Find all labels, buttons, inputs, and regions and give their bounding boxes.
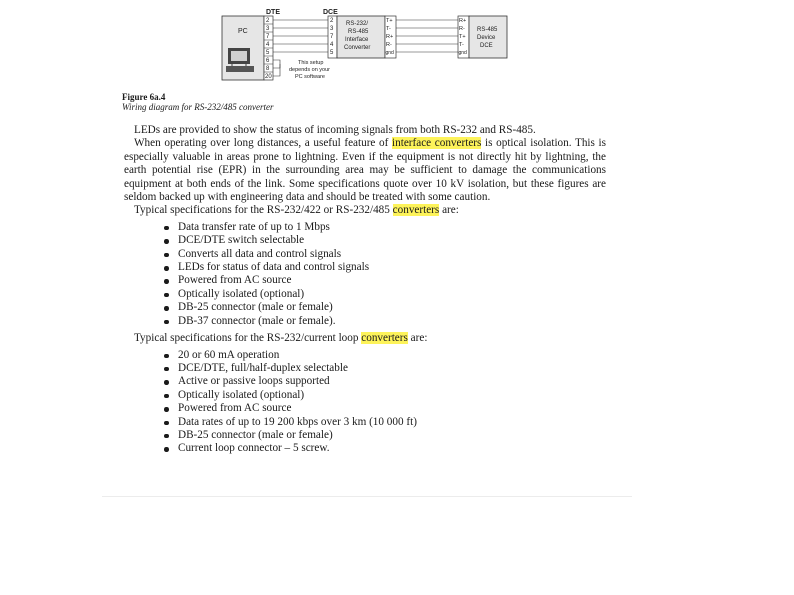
setup-note-line2: depends on your xyxy=(289,67,330,73)
svg-text:7: 7 xyxy=(266,34,270,40)
bullet-icon xyxy=(164,394,169,399)
svg-text:RS-232/: RS-232/ xyxy=(346,21,369,27)
svg-text:DCE: DCE xyxy=(480,43,493,49)
bullet-icon xyxy=(164,367,169,372)
svg-text:20: 20 xyxy=(265,74,272,80)
dte-label: DTE xyxy=(266,9,280,16)
svg-text:8: 8 xyxy=(266,66,270,72)
list-item: Optically isolated (optional) xyxy=(164,389,606,402)
highlight-converters: converters xyxy=(392,204,440,217)
list-item: Optically isolated (optional) xyxy=(164,288,606,301)
svg-text:Device: Device xyxy=(477,35,496,41)
svg-text:T-: T- xyxy=(459,42,464,48)
setup-note-line1: This setup xyxy=(298,60,324,66)
bullet-icon xyxy=(164,226,169,231)
paragraph-specs-intro-current-loop: Typical specifications for the RS-232/current loop converters are: xyxy=(134,332,428,345)
list-item: DB-25 connector (male or female) xyxy=(164,301,606,314)
svg-text:gnd: gnd xyxy=(385,50,394,56)
bullet-icon xyxy=(164,447,169,452)
list-item: DCE/DTE, full/half-duplex selectable xyxy=(164,362,606,375)
svg-text:R-: R- xyxy=(386,42,392,48)
list-item: 20 or 60 mA operation xyxy=(164,349,606,362)
bullet-icon xyxy=(164,306,169,311)
bullet-icon xyxy=(164,266,169,271)
list-item: Active or passive loops supported xyxy=(164,375,606,388)
spec-list-485 xyxy=(124,221,606,328)
list-item: Powered from AC source xyxy=(164,402,606,415)
dce-label: DCE xyxy=(323,9,338,16)
paragraph-specs-intro-485: Typical specifications for the RS-232/422 or RS-232/485 converters are: xyxy=(134,204,459,217)
svg-text:3: 3 xyxy=(266,26,270,32)
bullet-icon xyxy=(164,380,169,385)
spec-list-current-loop xyxy=(124,349,606,456)
keyboard-icon xyxy=(226,66,254,72)
list-item: DB-25 connector (male or female) xyxy=(164,429,606,442)
svg-text:RS-485: RS-485 xyxy=(477,27,498,33)
list-item: Converts all data and control signals xyxy=(164,248,606,261)
bullet-icon xyxy=(164,434,169,439)
svg-text:5: 5 xyxy=(266,50,270,56)
svg-text:R+: R+ xyxy=(386,34,394,40)
list-item: DB-37 connector (male or female). xyxy=(164,315,606,328)
paragraph-isolation: When operating over long distances, a useful feature of interface converters is optical isolation. This is especially valuable in areas prone to lightning. Even if the equipment is not directly hit by lightning, the earth potential rise (EPR) in the surrounding area may be sufficient to damage the communications equipment at both ends of the link. Some specifications quote over 10 kV isolation, but these figures are seldom backed up with engineering data and should be treated with some caution. xyxy=(124,137,606,204)
svg-text:T+: T+ xyxy=(386,18,393,24)
svg-text:gnd: gnd xyxy=(458,50,467,56)
paragraph-leds: LEDs are provided to show the status of incoming signals from both RS-232 and RS-485. xyxy=(134,124,536,136)
rs485-wires xyxy=(396,20,458,52)
svg-text:4: 4 xyxy=(330,42,334,48)
figure-label: Figure 6a.4 xyxy=(122,92,166,102)
svg-text:5: 5 xyxy=(330,50,334,56)
body-text xyxy=(124,124,606,460)
highlight-interface-converters: interface converters xyxy=(392,137,482,150)
list-item: LEDs for status of data and control signals xyxy=(164,261,606,274)
svg-text:T+: T+ xyxy=(459,34,466,40)
bullet-icon xyxy=(164,320,169,325)
wiring-diagram xyxy=(218,4,518,84)
bullet-icon xyxy=(164,354,169,359)
svg-text:R+: R+ xyxy=(459,18,467,24)
list-item: Powered from AC source xyxy=(164,274,606,287)
bullet-icon xyxy=(164,421,169,426)
bullet-icon xyxy=(164,279,169,284)
list-item: Current loop connector – 5 screw. xyxy=(164,442,606,455)
svg-text:Interface: Interface xyxy=(345,37,369,43)
pc-label: PC xyxy=(238,28,248,35)
bullet-icon xyxy=(164,239,169,244)
svg-text:2: 2 xyxy=(266,18,270,24)
svg-text:2: 2 xyxy=(330,18,334,24)
svg-text:4: 4 xyxy=(266,42,270,48)
list-item: Data rates of up to 19 200 kbps over 3 km (10 000 ft) xyxy=(164,416,606,429)
list-item: DCE/DTE switch selectable xyxy=(164,234,606,247)
list-item: Data transfer rate of up to 1 Mbps xyxy=(164,221,606,234)
svg-text:7: 7 xyxy=(330,34,334,40)
svg-text:6: 6 xyxy=(266,58,270,64)
bullet-icon xyxy=(164,293,169,298)
svg-text:RS-485: RS-485 xyxy=(348,29,369,35)
svg-text:T-: T- xyxy=(386,26,391,32)
bullet-icon xyxy=(164,253,169,258)
page-divider xyxy=(102,496,632,497)
bullet-icon xyxy=(164,407,169,412)
svg-text:3: 3 xyxy=(330,26,334,32)
figure-caption: Wiring diagram for RS-232/485 converter xyxy=(122,102,274,112)
svg-text:R-: R- xyxy=(459,26,465,32)
highlight-converters-2: converters xyxy=(361,332,408,345)
setup-note-line3: PC software xyxy=(295,74,325,80)
svg-text:Converter: Converter xyxy=(344,45,371,51)
